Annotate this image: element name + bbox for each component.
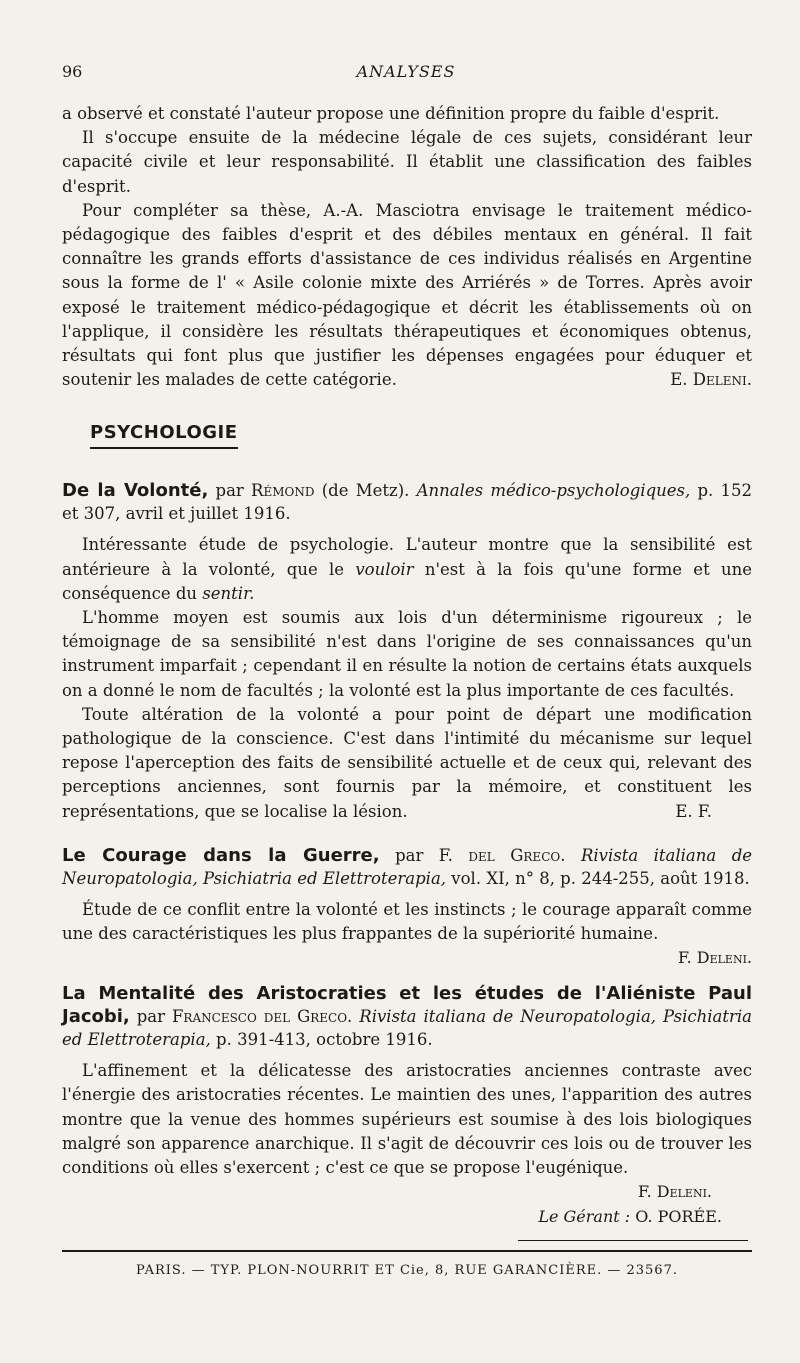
entry-courage-signature: F. Deleni. xyxy=(677,948,752,968)
entry-courage-author: del Greco. xyxy=(468,845,566,865)
gerant-line xyxy=(538,1207,722,1226)
entry-aristocraties xyxy=(62,982,752,1204)
entry-aristocraties-ref: p. 391-413, octobre 1916. xyxy=(216,1030,433,1050)
intro-paragraph-3 xyxy=(62,199,752,393)
page-header xyxy=(62,62,750,86)
entry-courage-heading xyxy=(62,844,752,890)
intro-paragraph-1: a observé et constaté l'auteur propose une définition propre du faible d'esprit. xyxy=(62,104,720,123)
entry-courage-paragraph-1: Étude de ce conflit entre la volonté et les instincts ; le courage apparaît comme une des caractéristiques les plus frappantes de la supériorité humaine. xyxy=(62,899,752,944)
printer-footer: PARIS. — TYP. PLON-NOURRIT ET Cie, 8, RUE GARANCIÈRE. — 23567. xyxy=(136,1263,678,1278)
running-title: ANALYSES xyxy=(356,62,456,81)
section-title: PSYCHOLOGIE xyxy=(90,422,238,449)
intro-paragraph-2: Il s'occupe ensuite de la médecine légale de ces sujets, considérant leur capacité civile et leur responsabilité. Il établit une classification des faibles d'esprit. xyxy=(62,128,752,196)
page-number: 96 xyxy=(62,62,83,81)
entry-courage-ref: vol. XI, n° 8, p. 244-255, août 1918. xyxy=(451,868,750,888)
entry-aristocraties-heading xyxy=(62,982,752,1051)
entry-courage xyxy=(62,844,752,970)
entry-volonte-title: De la Volonté, xyxy=(62,480,209,502)
entry-volonte-ref: p. 152 et 307, avril et juillet 1916. xyxy=(62,481,753,524)
intro-signature: E. Deleni. xyxy=(670,370,752,390)
entry-volonte-heading xyxy=(62,479,752,525)
entry-volonte-p1-sentir: sentir. xyxy=(202,583,255,603)
entry-volonte-signature: E. F. xyxy=(675,801,712,821)
entry-aristocraties-title: La Mentalité des Aristocraties et les études de l'Aliéniste Paul Jacobi, xyxy=(62,983,752,1028)
footer-rule xyxy=(62,1250,752,1252)
entry-courage-by: par F. xyxy=(395,845,453,865)
entry-aristocraties-signature: F. Deleni. xyxy=(637,1182,712,1202)
page-body xyxy=(62,102,752,1204)
gerant-label: Le Gérant : xyxy=(538,1207,631,1226)
entry-volonte-p1-vouloir: vouloir xyxy=(355,559,414,579)
intro-paragraph-3-text: Pour compléter sa thèse, A.-A. Masciotra envisage le traitement médico-pédagogique des faibles d'esprit et des débiles mentaux en général. Il fait connaître les grands efforts d'assistance de ces individus réalisés en Argentine sous la forme de l' « Asile colonie mixte des Arriérés » de Torres. Après avoir exposé le traitement médico-pédagogique et décrit les établissements où on l'applique, il considère les résultats thérapeutiques et économiques obtenus, résultats qui font plus que justifier les dépenses engagées pour éduquer et soutenir les malades de cette catégorie. xyxy=(62,200,752,390)
entry-volonte-p1-b: n'est à la fois qu'une forme et une conséquence du xyxy=(62,559,752,603)
entry-courage-title: Le Courage dans la Guerre, xyxy=(62,844,380,866)
entry-aristocraties-author: Francesco del Greco. xyxy=(171,1007,353,1027)
entry-volonte xyxy=(62,479,752,823)
entry-volonte-author: Rémond xyxy=(251,481,315,501)
entry-volonte-p3-text: Toute altération de la volonté a pour point de départ une modification pathologique de la conscience. C'est dans l'intimité du mécanisme sur lequel repose l'aperception des faits de sensibilité actuelle et de ceux qui, relevant des perceptions anciennes, sont fournis par la mémoire, et constituent les représentations, que se localise la lésion. xyxy=(62,704,752,821)
entry-volonte-journal: Annales médico-psychologiques, xyxy=(416,481,691,501)
gerant-name: O. PORÉE. xyxy=(635,1207,722,1226)
entry-aristocraties-paragraph-1: L'affinement et la délicatesse des aristocraties anciennes contraste avec l'énergie des aristocraties récentes. Le maintien des unes, l'apparition des autres montre que la venue des hommes supérieurs est soumise à des lois biologiques malgré son apparence anarchique. Il s'agit de découvrir ces lois ou de trouver les conditions où elles s'exercent ; c'est ce que se propose l'eugénique. xyxy=(62,1061,752,1178)
entry-volonte-by: par xyxy=(215,481,244,501)
entry-volonte-paragraph-2: L'homme moyen est soumis aux lois d'un déterminisme rigoureux ; le témoignage de sa sensibilité n'est dans l'origine de ses connaissances qu'un instrument imparfait ; cependant il en résulte la notion de certains états auxquels on a donné le nom de facultés ; la volonté est la plus importante de ces facultés. xyxy=(62,608,752,700)
entry-aristocraties-journal: Rivista italiana de Neuropatologia, Psichiatria ed Elettroterapia, xyxy=(62,1007,752,1050)
entry-volonte-paragraph-3 xyxy=(62,703,752,824)
entry-volonte-paragraph-1 xyxy=(62,533,752,606)
entry-volonte-place: (de Metz). xyxy=(321,481,410,501)
entry-courage-journal: Rivista italiana de Neuropatologia, Psichiatria ed Elettroterapia, xyxy=(62,845,753,888)
entry-volonte-p1-a: Intéressante étude de psychologie. L'auteur montre que la sensibilité est antérieure à la volonté, que le xyxy=(62,535,752,579)
entry-aristocraties-by: par xyxy=(136,1007,166,1027)
short-rule xyxy=(518,1240,748,1241)
